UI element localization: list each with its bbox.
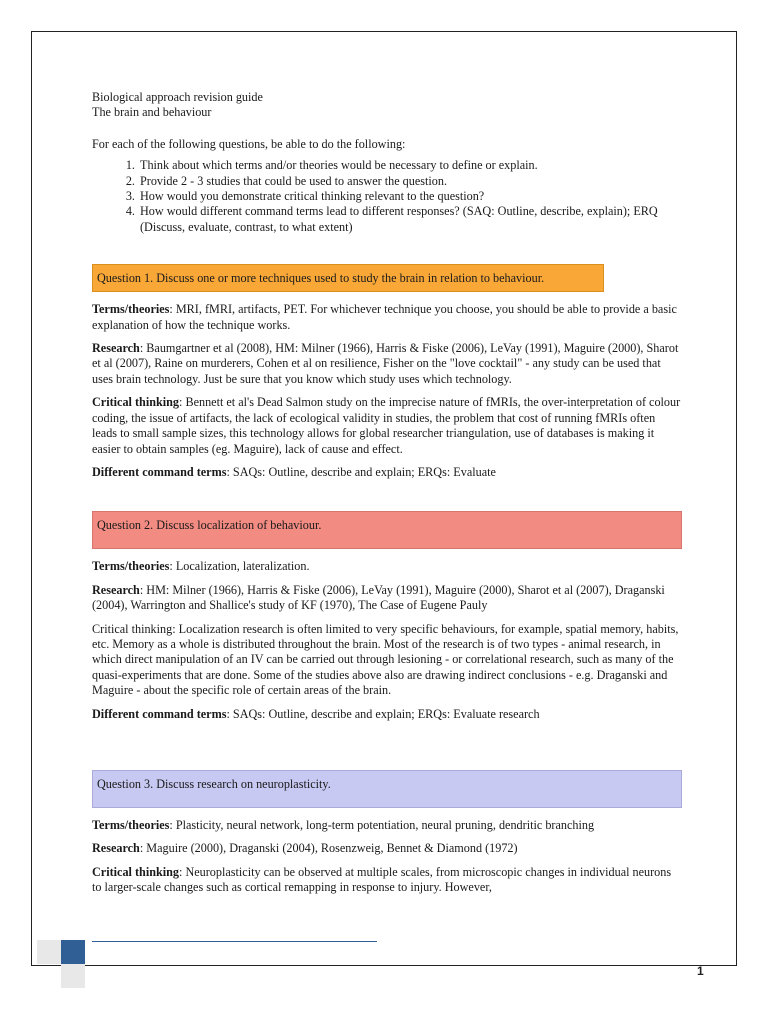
question-2-heading: Question 2. Discuss localization of behaviour. (92, 511, 682, 549)
research-text: : Maguire (2000), Draganski (2004), Rosenzweig, Bennet & Diamond (1972) (139, 841, 518, 856)
q1-terms (92, 302, 682, 333)
footer-rule (92, 941, 377, 942)
q3-research (92, 841, 682, 856)
critical-label: Critical thinking (92, 864, 180, 879)
terms-label: Terms/theories (92, 817, 170, 832)
research-text: : Baumgartner et al (2008), HM: Milner (1966), Harris & Fiske (2006), LeVay (1991), Maguire (2000), Sharot et al (2007), Raine on murderers, Cohen et al on resilience, Fisher on the "love cocktail" - any study can be used that uses brain technology. Just be sure that you know which study uses which technology. (92, 341, 679, 386)
critical-label: Critical thinking (92, 395, 180, 410)
instruction-list (92, 158, 682, 235)
footer-decoration-square (61, 940, 85, 964)
command-text: : SAQs: Outline, describe and explain; ERQs: Evaluate (226, 464, 496, 479)
instruction-item: 4. How would different command terms lead to different responses? (SAQ: Outline, describe, explain); ERQ (Discuss, evaluate, contrast, to what extent) (138, 204, 682, 235)
research-text: : HM: Milner (1966), Harris & Fiske (2006), LeVay (1991), Maguire (2000), Sharot et al (2007), Draganski (2004), Warrington and Shallice's study of KF (1970), The Case of Eugene Pauly (92, 582, 665, 613)
q1-critical (92, 395, 682, 457)
instruction-item: 1. Think about which terms and/or theories would be necessary to define or explain. (138, 158, 682, 173)
question-3-heading: Question 3. Discuss research on neuroplasticity. (92, 770, 682, 808)
q3-critical (92, 865, 682, 896)
q2-research (92, 583, 682, 614)
footer-decoration-square (61, 964, 85, 988)
q3-terms (92, 818, 682, 833)
terms-label: Terms/theories (92, 559, 170, 574)
critical-text: : Neuroplasticity can be observed at multiple scales, from microscopic changes in individual neurons to larger-scale changes such as cortical remapping in response to injury. However, (92, 864, 672, 895)
page-number: 1 (697, 964, 704, 978)
q2-command (92, 707, 682, 722)
intro-text: For each of the following questions, be able to do the following: (92, 136, 406, 151)
command-label: Different command terms (92, 706, 227, 721)
q1-command (92, 465, 682, 480)
document-body (92, 90, 682, 904)
terms-text: : Localization, lateralization. (169, 559, 310, 574)
research-label: Research (92, 341, 140, 356)
terms-label: Terms/theories (92, 302, 170, 317)
instruction-item: 2. Provide 2 - 3 studies that could be used to answer the question. (138, 174, 682, 189)
q2-critical: Critical thinking: Localization research is often limited to very specific behaviours, for example, spatial memory, habits, etc. Memory as a whole is distributed throughout the brain. Most of the research is of two types - animal research, in which direct manipulation of an IV can be carried out through lesioning - or correlational research, such as many of the quasi-experiments that are done. Some of the studies above also are drawing indirect conclusions - e.g. Draganski and Maguire - about the specific role of certain areas of the brain. (92, 621, 679, 698)
instruction-item: 3. How would you demonstrate critical thinking relevant to the question? (138, 189, 682, 204)
command-label: Different command terms (92, 464, 227, 479)
document-subtitle: The brain and behaviour (92, 105, 212, 120)
research-label: Research (92, 582, 140, 597)
document-title: Biological approach revision guide (92, 90, 263, 104)
command-text: : SAQs: Outline, describe and explain; ERQs: Evaluate research (226, 706, 540, 721)
terms-text: : MRI, fMRI, artifacts, PET. For whichever technique you choose, you should be able to provide a basic explanation of how the technique works. (92, 302, 677, 332)
footer-decoration-square (37, 940, 61, 964)
critical-text: : Bennett et al's Dead Salmon study on the imprecise nature of fMRIs, the over-interpretation of colour coding, the issue of artifacts, the lack of ecological validity in studies, the problem that cost of running fMRIs often leads to small sample sizes, this technology allows for global researcher triangulation, use of databases is making it easier to obtain samples (eg. Maguire), lack of cause and effect. (92, 395, 681, 456)
q1-research (92, 341, 682, 387)
research-label: Research (92, 841, 140, 856)
question-1-heading: Question 1. Discuss one or more techniques used to study the brain in relation to behaviour. (92, 264, 604, 292)
terms-text: : Plasticity, neural network, long-term potentiation, neural pruning, dendritic branching (169, 817, 595, 832)
q2-terms (92, 559, 682, 574)
